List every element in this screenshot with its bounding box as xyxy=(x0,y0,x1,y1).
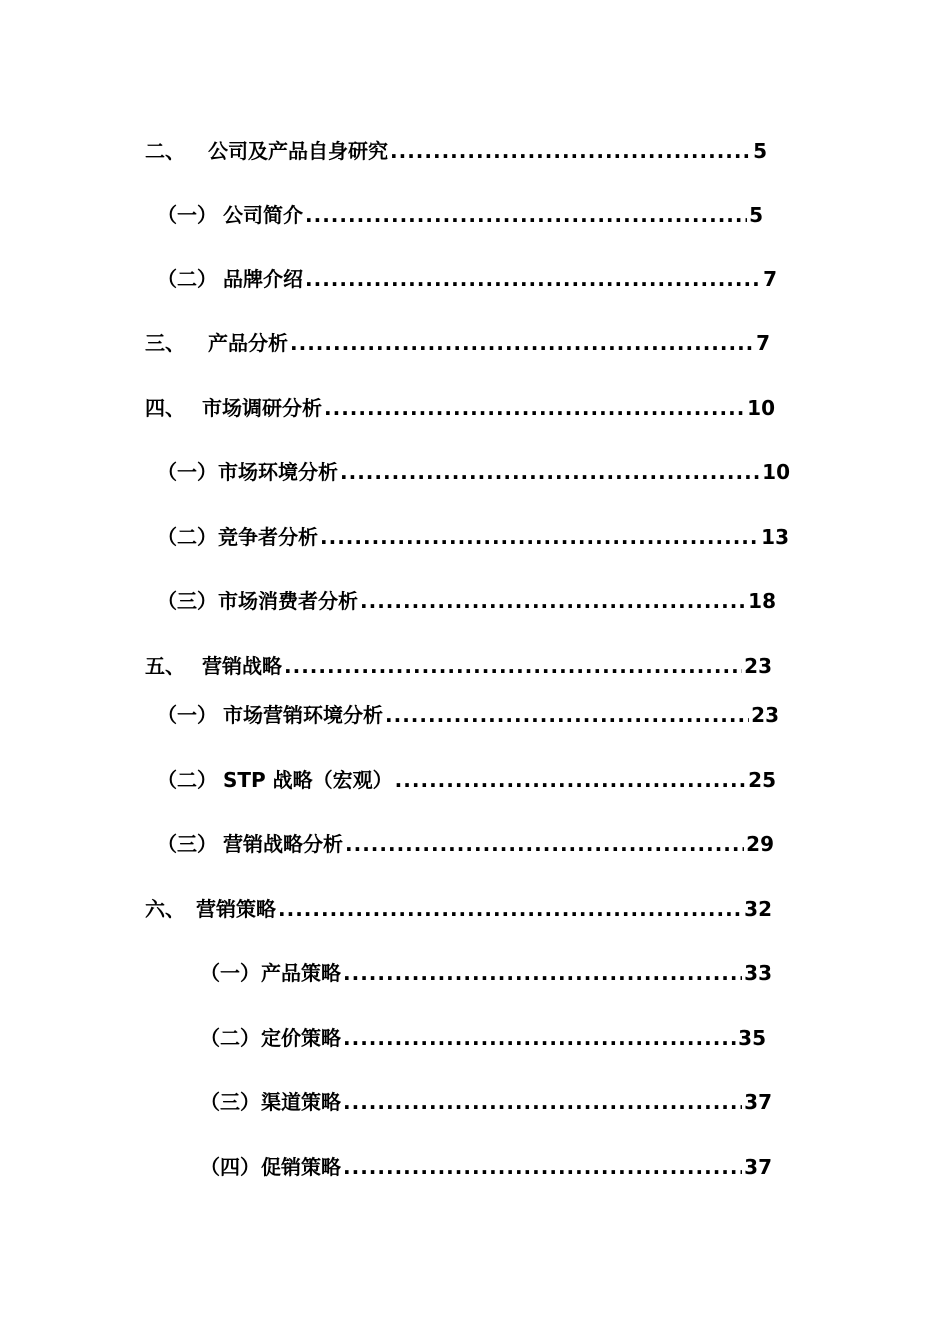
toc-dot-leader xyxy=(395,765,746,795)
toc-entry-title: 市场环境分析 xyxy=(218,460,338,484)
toc-entry[interactable] xyxy=(157,200,763,230)
toc-entry-page: 10 xyxy=(747,396,775,420)
toc-dot-leader xyxy=(343,1087,742,1117)
toc-entry-title: 竞争者分析 xyxy=(218,525,318,549)
toc-entry-page: 29 xyxy=(746,832,774,856)
toc-entry-title: 市场消费者分析 xyxy=(218,589,358,613)
toc-entry-page: 37 xyxy=(744,1090,772,1114)
toc-entry-number: 二、 xyxy=(145,139,185,163)
toc-entry-page: 18 xyxy=(748,589,776,613)
toc-entry-page: 32 xyxy=(744,897,772,921)
toc-entry-page: 10 xyxy=(762,460,790,484)
toc-entry[interactable] xyxy=(145,651,772,681)
toc-entry[interactable] xyxy=(200,958,772,988)
toc-entry-title: 公司简介 xyxy=(223,203,303,227)
toc-entry-title: 品牌介绍 xyxy=(223,267,303,291)
toc-entry-page: 7 xyxy=(756,331,770,355)
toc-dot-leader xyxy=(290,328,754,358)
toc-entry[interactable] xyxy=(157,457,790,487)
toc-entry-number: （三） xyxy=(157,589,217,613)
toc-entry[interactable] xyxy=(145,136,767,166)
toc-entry[interactable] xyxy=(157,586,776,616)
toc-dot-leader xyxy=(385,700,749,730)
toc-entry-page: 23 xyxy=(744,654,772,678)
toc-entry-number: （三） xyxy=(157,832,217,856)
toc-entry-number: （二） xyxy=(157,267,217,291)
toc-entry-number: （一） xyxy=(157,203,217,227)
toc-dot-leader xyxy=(284,651,742,681)
toc-entry-title: 促销策略 xyxy=(261,1155,341,1179)
toc-entry-title: 渠道策略 xyxy=(261,1090,341,1114)
toc-entry[interactable] xyxy=(157,829,774,859)
toc-entry-title: 市场调研分析 xyxy=(202,396,322,420)
toc-entry-title: 营销战略分析 xyxy=(223,832,343,856)
toc-entry-title: 营销战略 xyxy=(202,654,282,678)
toc-entry[interactable] xyxy=(145,894,772,924)
toc-dot-leader xyxy=(345,829,744,859)
toc-dot-leader xyxy=(305,264,761,294)
toc-dot-leader xyxy=(324,393,745,423)
toc-entry-number: （一） xyxy=(157,460,217,484)
toc-dot-leader xyxy=(320,522,759,552)
toc-entry-page: 5 xyxy=(753,139,767,163)
toc-entry-number: 五、 xyxy=(145,654,185,678)
toc-entry-number: （一） xyxy=(200,961,260,985)
toc-dot-leader xyxy=(278,894,742,924)
toc-dot-leader xyxy=(305,200,747,230)
toc-entry-title: 公司及产品自身研究 xyxy=(208,139,388,163)
toc-entry-page: 5 xyxy=(749,203,763,227)
toc-entry-number: （二） xyxy=(157,525,217,549)
toc-entry-number: （二） xyxy=(200,1026,260,1050)
toc-entry-page: 33 xyxy=(744,961,772,985)
toc-entry-title: 定价策略 xyxy=(261,1026,341,1050)
toc-entry-page: 23 xyxy=(751,703,779,727)
toc-entry-number: 三、 xyxy=(145,331,185,355)
toc-entry-title: 市场营销环境分析 xyxy=(223,703,383,727)
toc-entry-title: 产品策略 xyxy=(261,961,341,985)
toc-entry-page: 13 xyxy=(761,525,789,549)
toc-entry[interactable] xyxy=(145,393,775,423)
toc-entry[interactable] xyxy=(157,522,789,552)
toc-entry-title: STP 战略（宏观） xyxy=(223,768,393,792)
toc-entry[interactable] xyxy=(200,1023,766,1053)
toc-entry[interactable] xyxy=(157,765,776,795)
toc-entry-number: （二） xyxy=(157,768,217,792)
toc-entry-number: 四、 xyxy=(145,396,185,420)
toc-entry-number: （三） xyxy=(200,1090,260,1114)
toc-dot-leader xyxy=(340,457,760,487)
toc-entry-title: 营销策略 xyxy=(196,897,276,921)
toc-entry-page: 37 xyxy=(744,1155,772,1179)
toc-entry-title: 产品分析 xyxy=(208,331,288,355)
toc-dot-leader xyxy=(390,136,751,166)
toc-entry-number: （一） xyxy=(157,703,217,727)
toc-entry[interactable] xyxy=(200,1152,772,1182)
toc-dot-leader xyxy=(343,958,742,988)
toc-entry-number: 六、 xyxy=(145,897,185,921)
toc-entry[interactable] xyxy=(145,328,770,358)
toc-entry[interactable] xyxy=(157,264,777,294)
toc-entry-number: （四） xyxy=(200,1155,260,1179)
toc-dot-leader xyxy=(343,1023,736,1053)
toc-entry-page: 7 xyxy=(763,267,777,291)
toc-dot-leader xyxy=(360,586,746,616)
toc-entry[interactable] xyxy=(157,700,779,730)
toc-dot-leader xyxy=(343,1152,742,1182)
toc-entry[interactable] xyxy=(200,1087,772,1117)
toc-entry-page: 35 xyxy=(738,1026,766,1050)
toc-entry-page: 25 xyxy=(748,768,776,792)
